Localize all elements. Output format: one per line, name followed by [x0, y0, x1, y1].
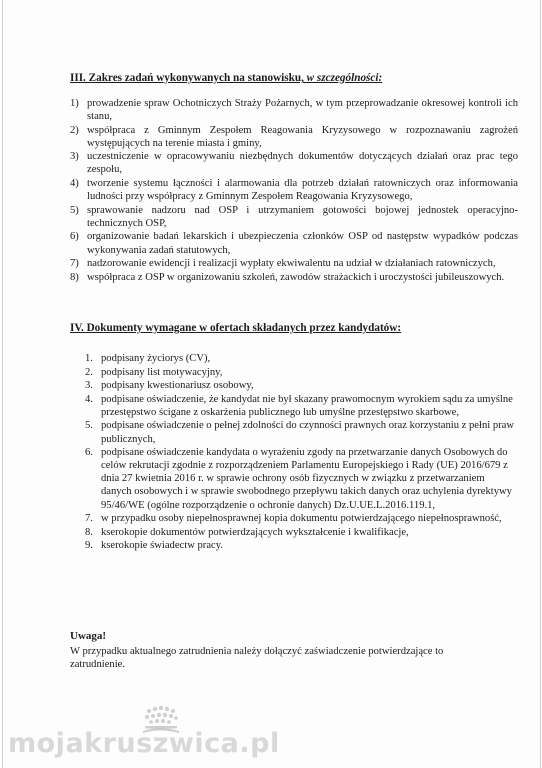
list-item-number: 4): [70, 178, 79, 190]
list-item-number: 3): [70, 151, 79, 163]
list-item-text: prowadzenie spraw Ochotniczych Straży Pożarnych, w tym przeprowadzanie okresowej kontroli ich stanu,: [87, 98, 518, 123]
list-item-number: 7.: [85, 513, 93, 525]
list-item-number: 2): [70, 124, 79, 136]
list-item-text: kserokopie dokumentów potwierdzających wykształcenie i kwalifikacje,: [101, 526, 409, 538]
watermark-text: mojakruszwica.pl: [8, 728, 280, 759]
list-item: [85, 539, 515, 552]
list-item-text: uczestniczenie w opracowywaniu niezbędnych dokumentów dotyczących działań oraz prac tego zespołu,: [87, 151, 518, 176]
list-item-text: w przypadku osoby niepełnosprawnej kopia dokumentu potwierdzającego niepełnosprawność,: [101, 513, 502, 525]
section-3-list: [70, 97, 518, 284]
section-3-heading-main: III. Zakres zadań wykonywanych na stanowisku,: [70, 72, 307, 84]
list-item-number: 1.: [85, 353, 93, 364]
list-item: [70, 150, 518, 176]
list-item-text: podpisane oświadczenie, że kandydat nie był skazany prawomocnym wyrokiem sądu za umyślne przestępstwo ścigane z oskarżenia publicznego lub umyślne przestępstwo skarbowe,: [101, 393, 513, 418]
list-item: [70, 271, 518, 284]
list-item-text: sprawowanie nadzoru nad OSP i utrzymaniem gotowości bojowej jednostek operacyjno-technicznych OSP,: [87, 204, 518, 229]
list-item-number: 2.: [85, 366, 93, 378]
list-item-number: 7): [70, 258, 79, 270]
list-item-text: podpisane oświadczenie kandydata o wyrażeniu zgody na przetwarzanie danych Osobowych do celów rekrutacji zgodnie z rozporządzeniem Parlamentu Europejskiego i Rady (UE) 2016/679 z dnia 27 kwietnia 2016 r. w sprawie ochrony osób fizycznych w związku z przetwarzaniem danych osobowych i w sprawie swobodnego przepływu takich danych oraz uchylenia dyrektywy 95/46/WE (ogólne rozporządzenie o ochronie danych) Dz.U.UE.L.2016.119.1,: [101, 447, 512, 511]
list-item-text: kserokopie świadectw pracy.: [101, 540, 223, 552]
list-item: [70, 124, 518, 150]
note-text: W przypadku aktualnego zatrudnienia należy dołączyć zaświadczenie potwierdzające to zatrudnienie.: [70, 646, 444, 671]
list-item-text: podpisany kwestionariusz osobowy,: [101, 380, 254, 392]
list-item: [85, 419, 515, 445]
list-item-number: 4.: [85, 393, 93, 405]
list-item-text: nadzorowanie ewidencji i realizacji wypłaty ekwiwalentu na udział w działaniach ratowniczych,: [87, 258, 496, 270]
list-item: [70, 204, 518, 230]
list-item: [85, 446, 515, 511]
list-item-text: podpisane oświadczenie o pełnej zdolności do czynności prawnych oraz korzystaniu z pełni praw publicznych,: [101, 420, 515, 445]
list-item: [85, 526, 515, 539]
section-4-heading: IV. Dokumenty wymagane w ofertach składanych przez kandydatów:: [70, 322, 402, 334]
list-item: [70, 97, 518, 123]
list-item: [85, 366, 515, 379]
list-item-number: 3.: [85, 380, 93, 392]
list-item-number: 5.: [85, 420, 93, 432]
list-item-number: 6): [70, 231, 79, 243]
document-page: [2, 0, 541, 768]
list-item: [85, 379, 515, 392]
list-item: [70, 230, 518, 256]
note-title: Uwaga!: [70, 630, 107, 642]
list-item-text: współpraca z OSP w organizowaniu szkoleń, zawodów strażackich i uroczystości jubileuszowych.: [87, 271, 505, 283]
list-item-number: 8): [70, 271, 79, 283]
list-item-text: podpisany list motywacyjny,: [101, 366, 223, 378]
list-item-text: współpraca z Gminnym Zespołem Reagowania Kryzysowego w rozpoznawaniu zagrożeń występujących na terenie miasta i gminy,: [87, 124, 518, 149]
list-item-text: tworzenie systemu łączności i alarmowania dla potrzeb działań ratowniczych oraz informowania ludności przy współpracy z Gminnym Zespołem Reagowania Kryzysowego,: [87, 178, 518, 203]
section-4-list: [85, 352, 515, 552]
list-item-number: 5): [70, 204, 79, 216]
list-item: [85, 393, 515, 419]
list-item: [70, 257, 518, 270]
list-item-number: 6.: [85, 447, 93, 459]
list-item-number: 9.: [85, 540, 93, 552]
section-3-heading: [70, 72, 382, 84]
list-item: [85, 512, 515, 525]
list-item: [70, 177, 518, 203]
list-item-number: 8.: [85, 526, 93, 538]
list-item-text: organizowanie badań lekarskich i ubezpieczenia członków OSP od następstw wypadków podczas wykonywania zadań statutowych,: [87, 231, 518, 256]
section-3-heading-emphasis: w szczególności:: [306, 72, 383, 84]
list-item: [85, 352, 515, 365]
list-item-number: 1): [70, 98, 79, 109]
list-item-text: podpisany życiorys (CV),: [101, 353, 211, 364]
